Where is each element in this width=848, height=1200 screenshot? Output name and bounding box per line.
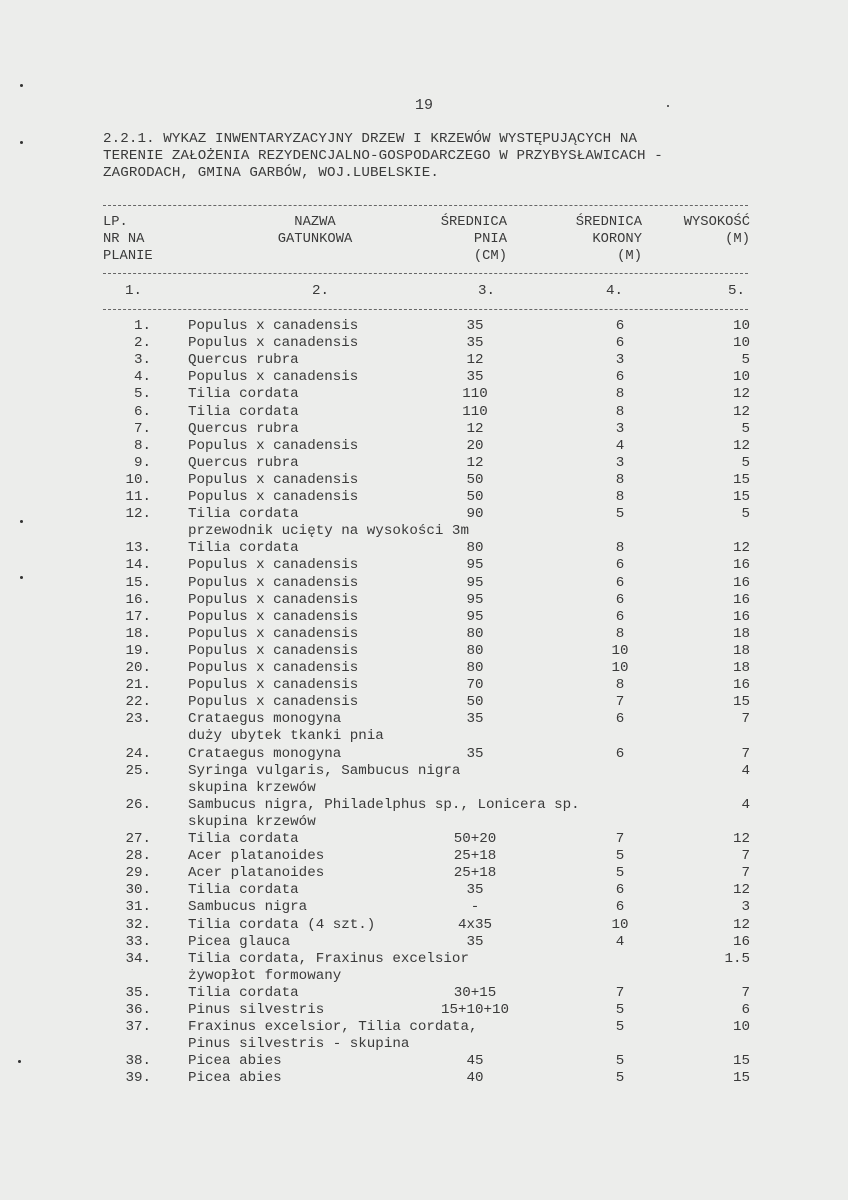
row-lp: 21. [125, 677, 151, 694]
scan-speck [20, 576, 23, 579]
row-name: Populus x canadensis [188, 625, 359, 642]
row-name: Quercus rubra [188, 420, 299, 437]
row-srednica-pnia: 35 [466, 933, 484, 950]
table-row [0, 831, 848, 848]
table-row [0, 352, 848, 369]
row-name: Populus x canadensis [188, 660, 359, 676]
table-row [0, 643, 848, 660]
row-lp: 36. [125, 1002, 151, 1018]
row-srednica-korony: 5 [615, 1070, 625, 1087]
row-note: przewodnik ucięty na wysokości 3m [188, 523, 469, 540]
table-rule-top [103, 205, 748, 206]
header-line: PLANIE [103, 249, 153, 264]
row-srednica-korony: 8 [615, 540, 625, 557]
row-srednica-korony: 5 [615, 1053, 625, 1070]
table-row [0, 335, 848, 352]
row-wysokosc: 4 [741, 762, 750, 779]
row-srednica-pnia: 45 [466, 1053, 484, 1070]
row-wysokosc: 10 [732, 369, 750, 386]
row-srednica-korony: 6 [615, 591, 625, 608]
row-lp: 33. [125, 933, 151, 950]
row-wysokosc: 18 [732, 660, 750, 676]
row-name: Fraxinus excelsior, Tilia cordata, [188, 1019, 478, 1036]
row-srednica-pnia: 50 [466, 694, 484, 711]
row-name: Picea abies [188, 1070, 282, 1087]
row-name: Populus x canadensis [188, 557, 359, 574]
row-srednica-korony: 4 [615, 437, 625, 454]
row-srednica-pnia: 110 [462, 403, 488, 420]
row-wysokosc: 5 [741, 506, 750, 523]
row-note: żywopłot formowany [188, 967, 342, 984]
row-srednica-pnia: - [470, 899, 480, 916]
table-row [0, 694, 848, 711]
title-line: TERENIE ZAŁOŻENIA REZYDENCJALNO-GOSPODARCZEGO W PRZYBYSŁAWICACH - [103, 148, 663, 164]
row-name: Picea abies [188, 1053, 282, 1070]
column-numbers-row [0, 283, 848, 300]
row-srednica-pnia: 20 [466, 437, 484, 454]
row-srednica-korony: 8 [615, 677, 625, 694]
scan-speck [20, 84, 23, 87]
row-lp: 13. [125, 540, 151, 557]
row-srednica-korony: 6 [615, 882, 625, 899]
row-wysokosc: 15 [732, 1053, 750, 1070]
section-title [103, 131, 763, 182]
row-wysokosc: 16 [732, 608, 750, 625]
row-srednica-pnia: 35 [466, 318, 484, 334]
table-row [0, 557, 848, 574]
row-srednica-korony: 8 [615, 386, 625, 403]
header-line: ŚREDNICA [575, 215, 642, 230]
row-lp: 27. [125, 831, 151, 847]
row-wysokosc: 12 [732, 403, 750, 420]
row-note: skupina krzewów [188, 813, 316, 830]
table-row [0, 609, 848, 626]
row-srednica-pnia: 12 [466, 352, 484, 369]
row-lp: 2. [133, 335, 151, 352]
table-row [0, 386, 848, 403]
row-name: Populus x canadensis [188, 608, 359, 625]
row-wysokosc: 16 [732, 677, 750, 694]
table-row [0, 797, 848, 814]
title-line: 2.2.1. WYKAZ INWENTARYZACYJNY DRZEW I KRZEWÓW WYSTĘPUJĄCYCH NA [103, 131, 638, 147]
row-srednica-korony: 5 [615, 848, 625, 865]
row-name: Populus x canadensis [188, 335, 359, 352]
row-wysokosc: 7 [741, 848, 750, 865]
row-lp: 17. [125, 608, 151, 625]
table-row [0, 506, 848, 523]
row-lp: 39. [125, 1070, 151, 1087]
table-row [0, 592, 848, 609]
row-lp: 4. [133, 369, 151, 386]
header-line: (M) [725, 232, 750, 247]
table-row [0, 917, 848, 934]
row-srednica-pnia: 35 [466, 711, 484, 728]
row-srednica-korony: 8 [615, 403, 625, 420]
header-line: NAZWA [294, 215, 336, 230]
table-row [0, 472, 848, 489]
scan-speck [20, 141, 23, 144]
row-lp: 20. [125, 660, 151, 676]
row-lp: 10. [125, 471, 151, 488]
row-wysokosc: 10 [732, 1019, 750, 1036]
row-lp: 16. [125, 591, 151, 608]
row-lp: 31. [125, 899, 151, 916]
header-line: (CM) [473, 249, 507, 264]
row-srednica-korony: 3 [615, 454, 625, 471]
row-srednica-korony: 10 [611, 916, 629, 933]
row-wysokosc: 16 [732, 591, 750, 608]
row-srednica-korony: 10 [611, 660, 629, 676]
table-rule-numbers [103, 309, 748, 310]
row-wysokosc: 15 [732, 1070, 750, 1087]
header-srednica-pnia [395, 214, 507, 265]
row-name: Populus x canadensis [188, 642, 359, 659]
row-srednica-pnia: 35 [466, 882, 484, 899]
header-srednica-korony [530, 214, 642, 265]
row-srednica-korony: 6 [615, 711, 625, 728]
header-line: WYSOKOŚĆ [683, 215, 750, 230]
row-wysokosc: 18 [732, 625, 750, 642]
row-lp: 11. [125, 489, 151, 505]
row-name: Tilia cordata [188, 540, 299, 557]
row-wysokosc: 16 [732, 557, 750, 574]
row-srednica-pnia: 35 [466, 745, 484, 762]
table-row [0, 626, 848, 643]
row-wysokosc: 10 [732, 335, 750, 352]
row-wysokosc: 1.5 [724, 950, 750, 967]
row-wysokosc: 15 [732, 489, 750, 505]
row-srednica-pnia: 50 [466, 489, 484, 505]
row-lp: 35. [125, 984, 151, 1001]
row-wysokosc: 12 [732, 916, 750, 933]
row-wysokosc: 7 [741, 984, 750, 1001]
row-lp: 5. [133, 386, 151, 403]
row-srednica-korony: 6 [615, 369, 625, 386]
header-line: ŚREDNICA [440, 215, 507, 230]
row-name: Tilia cordata [188, 984, 299, 1001]
row-lp: 28. [125, 848, 151, 865]
table-row [0, 455, 848, 472]
row-wysokosc: 12 [732, 882, 750, 899]
row-srednica-pnia: 50 [466, 471, 484, 488]
row-name: Tilia cordata [188, 506, 299, 523]
row-lp: 32. [125, 916, 151, 933]
row-srednica-pnia: 80 [466, 540, 484, 557]
row-srednica-korony: 8 [615, 471, 625, 488]
row-name: Quercus rubra [188, 352, 299, 369]
row-name: Populus x canadensis [188, 471, 359, 488]
row-srednica-pnia: 35 [466, 335, 484, 352]
row-srednica-korony: 7 [615, 694, 625, 711]
table-row [0, 711, 848, 728]
row-name: Populus x canadensis [188, 694, 359, 711]
row-name: Acer platanoides [188, 848, 325, 865]
table-row [0, 438, 848, 455]
row-wysokosc: 6 [741, 1002, 750, 1018]
row-srednica-pnia: 35 [466, 369, 484, 386]
row-wysokosc: 18 [732, 642, 750, 659]
row-srednica-korony: 7 [615, 984, 625, 1001]
row-name: Picea glauca [188, 933, 291, 950]
row-name: Populus x canadensis [188, 677, 359, 694]
scan-speck [20, 520, 23, 523]
row-name: Tilia cordata [188, 386, 299, 403]
row-srednica-pnia: 80 [466, 625, 484, 642]
row-srednica-pnia: 25+18 [453, 865, 497, 882]
row-srednica-korony: 5 [615, 1002, 625, 1018]
row-srednica-korony: 4 [615, 933, 625, 950]
row-wysokosc: 12 [732, 540, 750, 557]
table-row [0, 934, 848, 951]
table-row [0, 421, 848, 438]
row-srednica-korony: 6 [615, 335, 625, 352]
row-wysokosc: 15 [732, 471, 750, 488]
row-srednica-korony: 6 [615, 608, 625, 625]
table-row [0, 1070, 848, 1087]
row-srednica-korony: 5 [615, 506, 625, 523]
column-number: 5. [728, 283, 746, 299]
row-wysokosc: 12 [732, 386, 750, 403]
row-srednica-pnia: 95 [466, 574, 484, 591]
row-lp: 26. [125, 796, 151, 813]
column-number: 1. [125, 283, 143, 299]
table-row [0, 575, 848, 592]
row-name: Sambucus nigra, Philadelphus sp., Lonicera sp. [188, 796, 580, 813]
row-name: Pinus silvestris [188, 1002, 325, 1018]
row-name: Populus x canadensis [188, 318, 359, 334]
table-row [0, 1002, 848, 1019]
row-srednica-korony: 6 [615, 574, 625, 591]
row-srednica-pnia: 95 [466, 557, 484, 574]
row-lp: 24. [125, 745, 151, 762]
table-row [0, 882, 848, 899]
row-srednica-pnia: 95 [466, 591, 484, 608]
header-lp [103, 214, 153, 265]
row-wysokosc: 5 [741, 454, 750, 471]
row-name: Populus x canadensis [188, 369, 359, 386]
row-srednica-pnia: 95 [466, 608, 484, 625]
row-lp: 38. [125, 1053, 151, 1070]
row-srednica-pnia: 12 [466, 454, 484, 471]
row-wysokosc: 12 [732, 437, 750, 454]
row-name: Tilia cordata, Fraxinus excelsior [188, 950, 469, 967]
row-lp: 9. [133, 454, 151, 471]
row-name: Quercus rubra [188, 454, 299, 471]
column-number: 2. [312, 283, 330, 299]
row-srednica-pnia: 25+18 [453, 848, 497, 865]
row-srednica-korony: 10 [611, 642, 629, 659]
row-wysokosc: 3 [741, 899, 750, 916]
row-srednica-pnia: 4x35 [457, 916, 493, 933]
row-lp: 7. [133, 420, 151, 437]
row-wysokosc: 7 [741, 711, 750, 728]
table-row [0, 489, 848, 506]
table-row [0, 951, 848, 968]
row-srednica-korony: 3 [615, 420, 625, 437]
row-lp: 12. [125, 506, 151, 523]
row-wysokosc: 4 [741, 796, 750, 813]
row-name: Tilia cordata [188, 403, 299, 420]
row-srednica-pnia: 40 [466, 1070, 484, 1087]
row-wysokosc: 7 [741, 865, 750, 882]
row-lp: 6. [133, 403, 151, 420]
header-line: NR NA [103, 232, 145, 247]
table-rule-header [103, 273, 748, 274]
row-lp: 1. [133, 318, 151, 334]
header-line: (M) [617, 249, 642, 264]
row-srednica-korony: 5 [615, 865, 625, 882]
header-line: LP. [103, 215, 128, 230]
row-name: Populus x canadensis [188, 591, 359, 608]
row-srednica-pnia: 80 [466, 642, 484, 659]
row-lp: 23. [125, 711, 151, 728]
row-lp: 30. [125, 882, 151, 899]
header-line: PNIA [473, 232, 507, 247]
table-row [0, 899, 848, 916]
row-wysokosc: 16 [732, 933, 750, 950]
row-name: Tilia cordata (4 szt.) [188, 916, 376, 933]
row-srednica-korony: 7 [615, 831, 625, 847]
row-lp: 34. [125, 950, 151, 967]
row-srednica-korony: 5 [615, 1019, 625, 1036]
row-name: Crataegus monogyna [188, 745, 342, 762]
header-line: GATUNKOWA [277, 232, 353, 247]
table-row [0, 985, 848, 1002]
row-srednica-korony: 3 [615, 352, 625, 369]
row-name: Syringa vulgaris, Sambucus nigra [188, 762, 461, 779]
row-srednica-korony: 6 [615, 557, 625, 574]
table-row [0, 763, 848, 780]
row-note: Pinus silvestris - skupina [188, 1036, 410, 1053]
column-number: 4. [606, 283, 624, 299]
row-srednica-pnia: 12 [466, 420, 484, 437]
row-srednica-korony: 8 [615, 625, 625, 642]
row-srednica-korony: 6 [615, 899, 625, 916]
row-srednica-korony: 8 [615, 489, 625, 505]
row-name: Sambucus nigra [188, 899, 308, 916]
table-row [0, 848, 848, 865]
row-srednica-pnia: 80 [466, 660, 484, 676]
row-srednica-pnia: 30+15 [453, 984, 497, 1001]
row-lp: 3. [133, 352, 151, 369]
row-srednica-pnia: 110 [462, 386, 488, 403]
header-line: KORONY [592, 232, 642, 247]
row-lp: 8. [133, 437, 151, 454]
table-row [0, 660, 848, 677]
row-note: skupina krzewów [188, 779, 316, 796]
row-lp: 19. [125, 642, 151, 659]
column-number: 3. [478, 283, 496, 299]
row-name: Populus x canadensis [188, 489, 359, 505]
table-row [0, 1053, 848, 1070]
row-name: Populus x canadensis [188, 574, 359, 591]
table-row [0, 865, 848, 882]
row-srednica-pnia: 90 [466, 506, 484, 523]
row-name: Tilia cordata [188, 831, 299, 847]
table-row [0, 318, 848, 335]
row-note: duży ubytek tkanki pnia [188, 728, 384, 745]
row-lp: 14. [125, 557, 151, 574]
row-lp: 25. [125, 762, 151, 779]
scan-speck [18, 1060, 21, 1063]
title-line: ZAGRODACH, GMINA GARBÓW, WOJ.LUBELSKIE. [103, 165, 439, 181]
header-wysokosc [640, 214, 750, 248]
page-number: 19 [414, 97, 433, 114]
table-row [0, 404, 848, 421]
row-wysokosc: 5 [741, 352, 750, 369]
row-wysokosc: 15 [732, 694, 750, 711]
table-row [0, 1019, 848, 1036]
header-nazwa [250, 214, 380, 248]
row-wysokosc: 10 [732, 318, 750, 334]
scan-speck [667, 105, 669, 107]
row-lp: 37. [125, 1019, 151, 1036]
row-name: Acer platanoides [188, 865, 325, 882]
row-wysokosc: 12 [732, 831, 750, 847]
row-name: Populus x canadensis [188, 437, 359, 454]
row-wysokosc: 16 [732, 574, 750, 591]
row-lp: 18. [125, 625, 151, 642]
row-srednica-pnia: 70 [466, 677, 484, 694]
row-wysokosc: 7 [741, 745, 750, 762]
row-srednica-korony: 6 [615, 745, 625, 762]
row-srednica-korony: 6 [615, 318, 625, 334]
table-row [0, 540, 848, 557]
row-name: Crataegus monogyna [188, 711, 342, 728]
row-name: Tilia cordata [188, 882, 299, 899]
table-row [0, 746, 848, 763]
table-row [0, 369, 848, 386]
row-srednica-pnia: 50+20 [453, 831, 497, 847]
row-srednica-pnia: 15+10+10 [440, 1002, 510, 1018]
row-wysokosc: 5 [741, 420, 750, 437]
table-row [0, 677, 848, 694]
row-lp: 22. [125, 694, 151, 711]
row-lp: 15. [125, 574, 151, 591]
row-lp: 29. [125, 865, 151, 882]
